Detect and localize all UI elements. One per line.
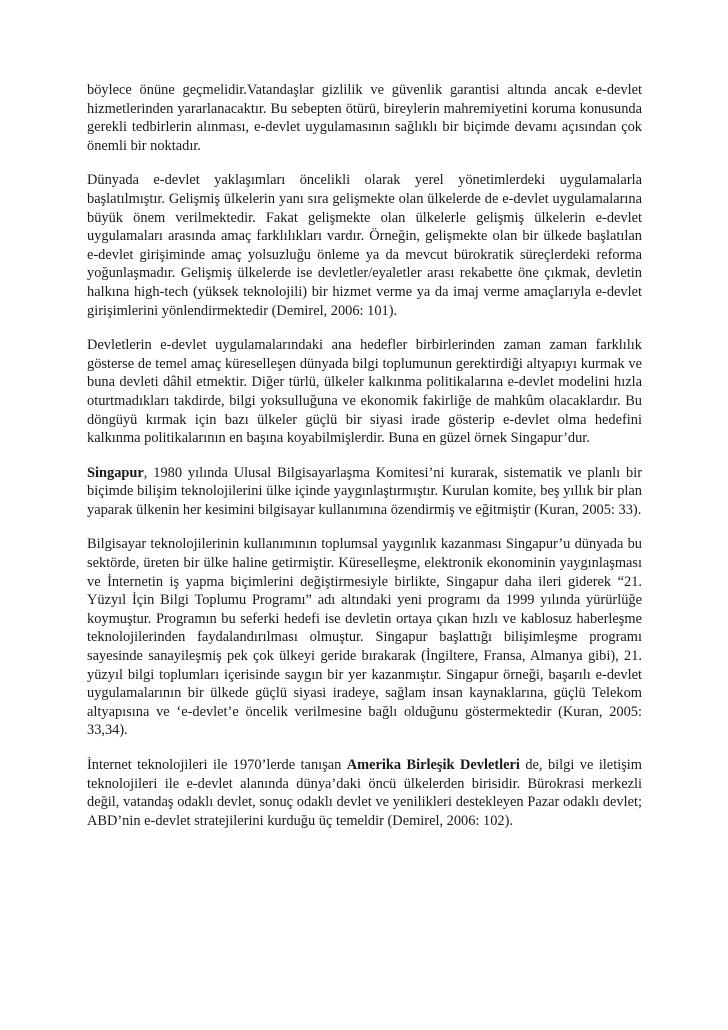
paragraph-privacy	[87, 81, 642, 155]
paragraph-text: , 1980 yılında Ulusal Bilgisayarlaşma Komitesi’ni kurarak, sistematik ve planlı bir biçimde bilişim teknolojilerini ülke içinde yaygınlaştırmıştır. Kurulan komite, beş yıllık bir plan yaparak ülkenin her kesimini bilgisayar kullanımına özendirmiş ve eğitmiştir (Kuran, 2005: 33).	[87, 464, 642, 518]
paragraph-text: böylece önüne geçmelidir.Vatandaşlar gizlilik ve güvenlik garantisi altında ancak e-devlet hizmetlerinden yararlanacaktır. Bu sebepten ötürü, bireylerin mahremiyetini koruma konusunda gerekli tedbirlerin alınması, e-devlet uygulamasının sağlıklı bir biçimde devamı açısından çok önemli bir noktadır.	[87, 82, 642, 154]
paragraph-text: Devletlerin e-devlet uygulamalarındaki ana hedefler birbirlerinden zaman zaman farklılık gösterse de temel amaç küreselleşen dünyada bilgi toplumunun gerektirdiği altyapıyı kurmak ve buna devleti dâhil etmektir. Diğer türlü, ülkeler kalkınma politikalarına e-devlet modelini hızla oturtmadıkları takdirde, bilgi yoksulluğuna ve ekonomik fakirliğe de mahkûm olacaklardır. Bu döngüyü kırmak için bazı ülkeler güçlü bir siyasi irade gösterip e-devlet olma hedefini kalkınma politikalarının en başına koyabilmişlerdir. Buna en güzel örnek Singapur’dur.	[87, 337, 642, 447]
paragraph-lead-bold: Singapur	[87, 464, 144, 481]
paragraph-singapore-program	[87, 535, 642, 740]
paragraph-world-approaches	[87, 171, 642, 320]
paragraph-singapore	[87, 464, 642, 520]
paragraph-text: Bilgisayar teknolojilerinin kullanımının toplumsal yaygınlık kazanması Singapur’u dünyada bu sektörde, üreten bir ülke haline getirmiştir. Küreselleşme, elektronik ekonominin yaygınlaşması ve İnternetin iş yapma biçimlerini değiştirmesiyle birlikte, Singapur daha ileri giderek “21. Yüzyıl İçin Bilgi Toplumu Programı” adı altındaki yeni programı da 1999 yılında yürürlüğe koymuştur. Programın bu seferki hedefi ise devletin ortaya çıkan hızlı ve kablosuz haberleşme teknolojilerinden faydalandırılması olmuştur. Singapur başlattığı bilişimleşme programı sayesinde sanayileşmiş pek çok ülkeyi geride bırakarak (İngiltere, Fransa, Almanya gibi), 21. yüzyıl bilgi toplumları içerisinde saygın bir yer kazanmıştır. Singapur örneği, başarılı e-devlet uygulamalarının bir ülkede güçlü siyasi iradeye, sağlam insan kaynaklarına, güçlü Telekom altyapısına ve ‘e-devlet’e öncelik verilmesine bağlı olduğunu göstermektedir (Kuran, 2005: 33,34).	[87, 536, 642, 739]
paragraph-usa	[87, 756, 642, 830]
paragraph-text: Dünyada e-devlet yaklaşımları öncelikli olarak yerel yönetimlerdeki uygulamalarla başlatılmıştır. Gelişmiş ülkelerin yanı sıra gelişmekte olan ülkelerde de e-devlet uygulamalarına büyük önem verilmektedir. Fakat gelişmekte olan ülkelerle gelişmiş ülkelerin e-devlet uygulamaları arasında amaç farklılıkları vardır. Örneğin, gelişmekte olan bir ülkede başlatılan e-devlet girişiminde amaç yolsuzluğu önleme ya da mevcut bürokratik süreçlerdeki reforma yoğunlaşmadır. Gelişmiş ülkelerde ise devletler/eyaletler arası rekabette öne çıkmak, devletin halkına high-tech (yüksek teknolojili) bir hizmet verme ya da imaj verme amaçlarıyla e-devlet girişimlerini yönlendirmektedir (Demirel, 2006: 101).	[87, 172, 642, 319]
paragraph-text-before: İnternet teknolojileri ile 1970’lerde tanışan	[87, 757, 347, 773]
paragraph-goals	[87, 336, 642, 448]
paragraph-bold-usa: Amerika Birleşik Devletleri	[346, 757, 520, 773]
paragraph-text-after: de, bilgi ve iletişim teknolojileri ile e-devlet alanında dünya’daki öncü ülkelerden birisidir. Bürokrasi merkezli değil, vatandaş odaklı devlet, sonuç odaklı devlet ve yenilikleri destekleyen Pazar odaklı devlet; ABD’nin e-devlet stratejilerini kurduğu üç temeldir (Demirel, 2006: 102).	[87, 757, 642, 829]
document-page	[87, 81, 642, 846]
